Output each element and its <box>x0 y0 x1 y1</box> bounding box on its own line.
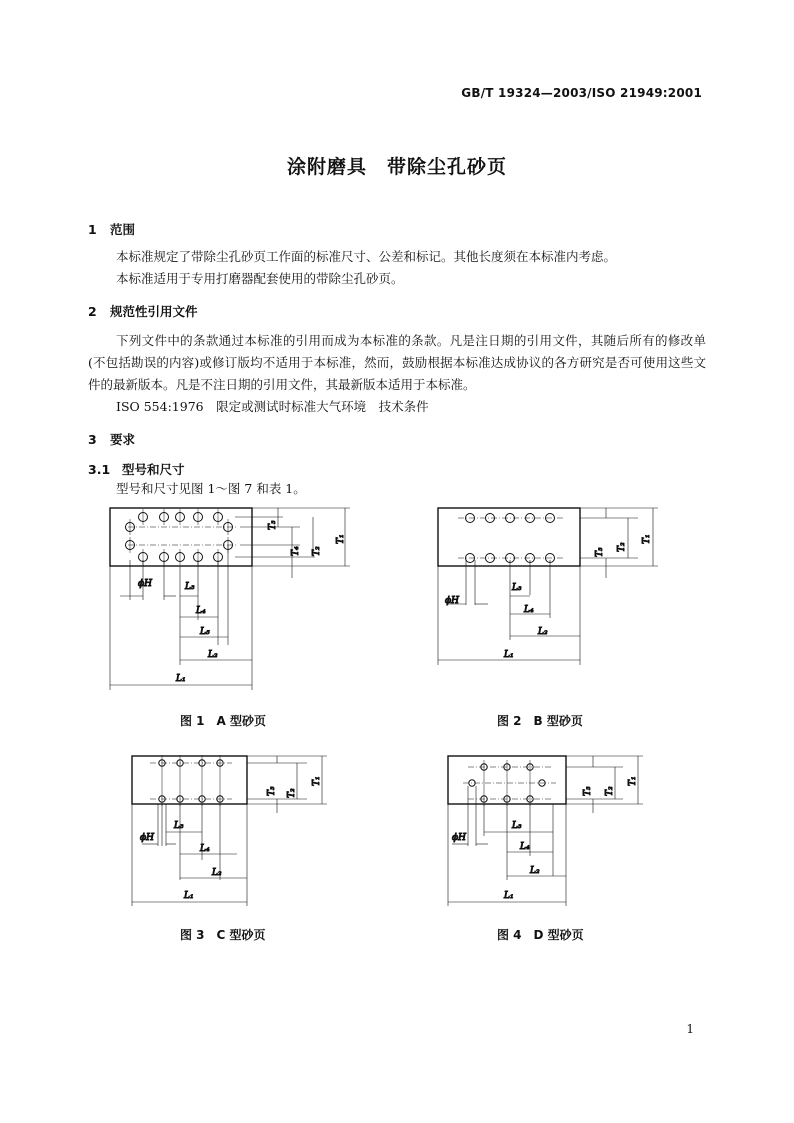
paragraph: 本标准规定了带除尘孔砂页工作面的标准尺寸、公差和标记。其他长度须在本标准内考虑。 <box>116 249 617 264</box>
section-title: 规范性引用文件 <box>110 304 198 319</box>
paragraph: 本标准适用于专用打磨器配套使用的带除尘孔砂页。 <box>116 271 404 286</box>
dim-label-L1: L₁ <box>504 650 514 660</box>
section-1-heading <box>88 220 135 238</box>
dim-label-T3: T₃ <box>268 520 278 530</box>
dim-label-T3: T₃ <box>583 786 593 796</box>
dim-label-T2: T₂ <box>312 546 322 556</box>
dim-label-T1: T₁ <box>628 776 638 786</box>
dim-label-L2: L₂ <box>530 866 540 876</box>
dim-label-L4: L₄ <box>196 606 206 616</box>
page-number: 1 <box>686 1022 694 1036</box>
dim-label-T3: T₃ <box>267 786 277 796</box>
section-3-1-heading <box>88 460 185 478</box>
dim-label-T2: T₂ <box>617 542 627 552</box>
dim-label-L1: L₁ <box>504 891 514 901</box>
dim-label-L1: L₁ <box>184 891 194 901</box>
dim-label-H: ϕH <box>452 833 466 843</box>
dim-label-H: ϕH <box>138 579 152 589</box>
dim-label-L3: L₃ <box>185 582 195 592</box>
dim-label-T2: T₂ <box>605 786 615 796</box>
dim-label-L5: L₅ <box>200 627 210 637</box>
section-number: 3.1 <box>88 462 111 477</box>
reference-item: ISO 554:1976 限定或测试时标准大气环境 技术条件 <box>116 399 429 414</box>
dim-label-T1: T₁ <box>336 534 346 544</box>
section-3-heading <box>88 430 135 448</box>
dim-label-L2: L₂ <box>208 650 218 660</box>
section-title: 范围 <box>110 222 136 237</box>
document-title: 涂附磨具 带除尘孔砂页 <box>286 156 507 178</box>
section-number: 2 <box>88 304 97 319</box>
paragraph: 型号和尺寸见图 1～图 7 和表 1。 <box>116 481 306 496</box>
dim-label-T3: T₃ <box>595 547 605 557</box>
dim-label-L3: L₃ <box>512 583 522 593</box>
figure-2-caption: 图 2 B 型砂页 <box>497 714 583 728</box>
figure-4-drawing <box>438 748 668 908</box>
dim-label-T4: T₄ <box>291 546 301 556</box>
section-title: 要求 <box>110 432 136 447</box>
figure-3-caption: 图 3 C 型砂页 <box>180 928 266 942</box>
dim-label-L3: L₃ <box>512 821 522 831</box>
dim-label-T1: T₁ <box>642 534 652 544</box>
figure-2-drawing <box>428 500 668 670</box>
figure-1-caption: 图 1 A 型砂页 <box>180 714 266 728</box>
section-title: 型号和尺寸 <box>122 462 185 477</box>
figure-1-drawing <box>100 500 360 700</box>
paragraph: 下列文件中的条款通过本标准的引用而成为本标准的条款。凡是注日期的引用文件，其随后所有的修改单(不包括勘误的内容)或修订版均不适用于本标准，然而，鼓励根据本标准达成协议的各方研究是否可使用这些文件的最新版本。凡是不注日期的引用文件，其最新版本适用于本标准。 <box>88 333 706 392</box>
section-2-heading <box>88 302 198 320</box>
dim-label-L4: L₄ <box>200 844 210 854</box>
figure-3-drawing <box>122 748 362 908</box>
dim-label-L2: L₂ <box>212 868 222 878</box>
dim-label-T2: T₂ <box>287 788 297 798</box>
section-number: 3 <box>88 432 97 447</box>
dim-label-L1: L₁ <box>176 674 186 684</box>
dim-label-H: ϕH <box>445 596 459 606</box>
dim-label-L4: L₄ <box>520 842 530 852</box>
dim-label-T1: T₁ <box>312 776 322 786</box>
dim-label-L3: L₃ <box>174 821 184 831</box>
section-number: 1 <box>88 222 97 237</box>
dim-label-H: ϕH <box>140 833 154 843</box>
figure-4-caption: 图 4 D 型砂页 <box>497 928 584 942</box>
dim-label-L2: L₂ <box>538 627 548 637</box>
dim-label-L4: L₄ <box>524 605 534 615</box>
standard-number: GB/T 19324—2003/ISO 21949:2001 <box>461 86 702 100</box>
